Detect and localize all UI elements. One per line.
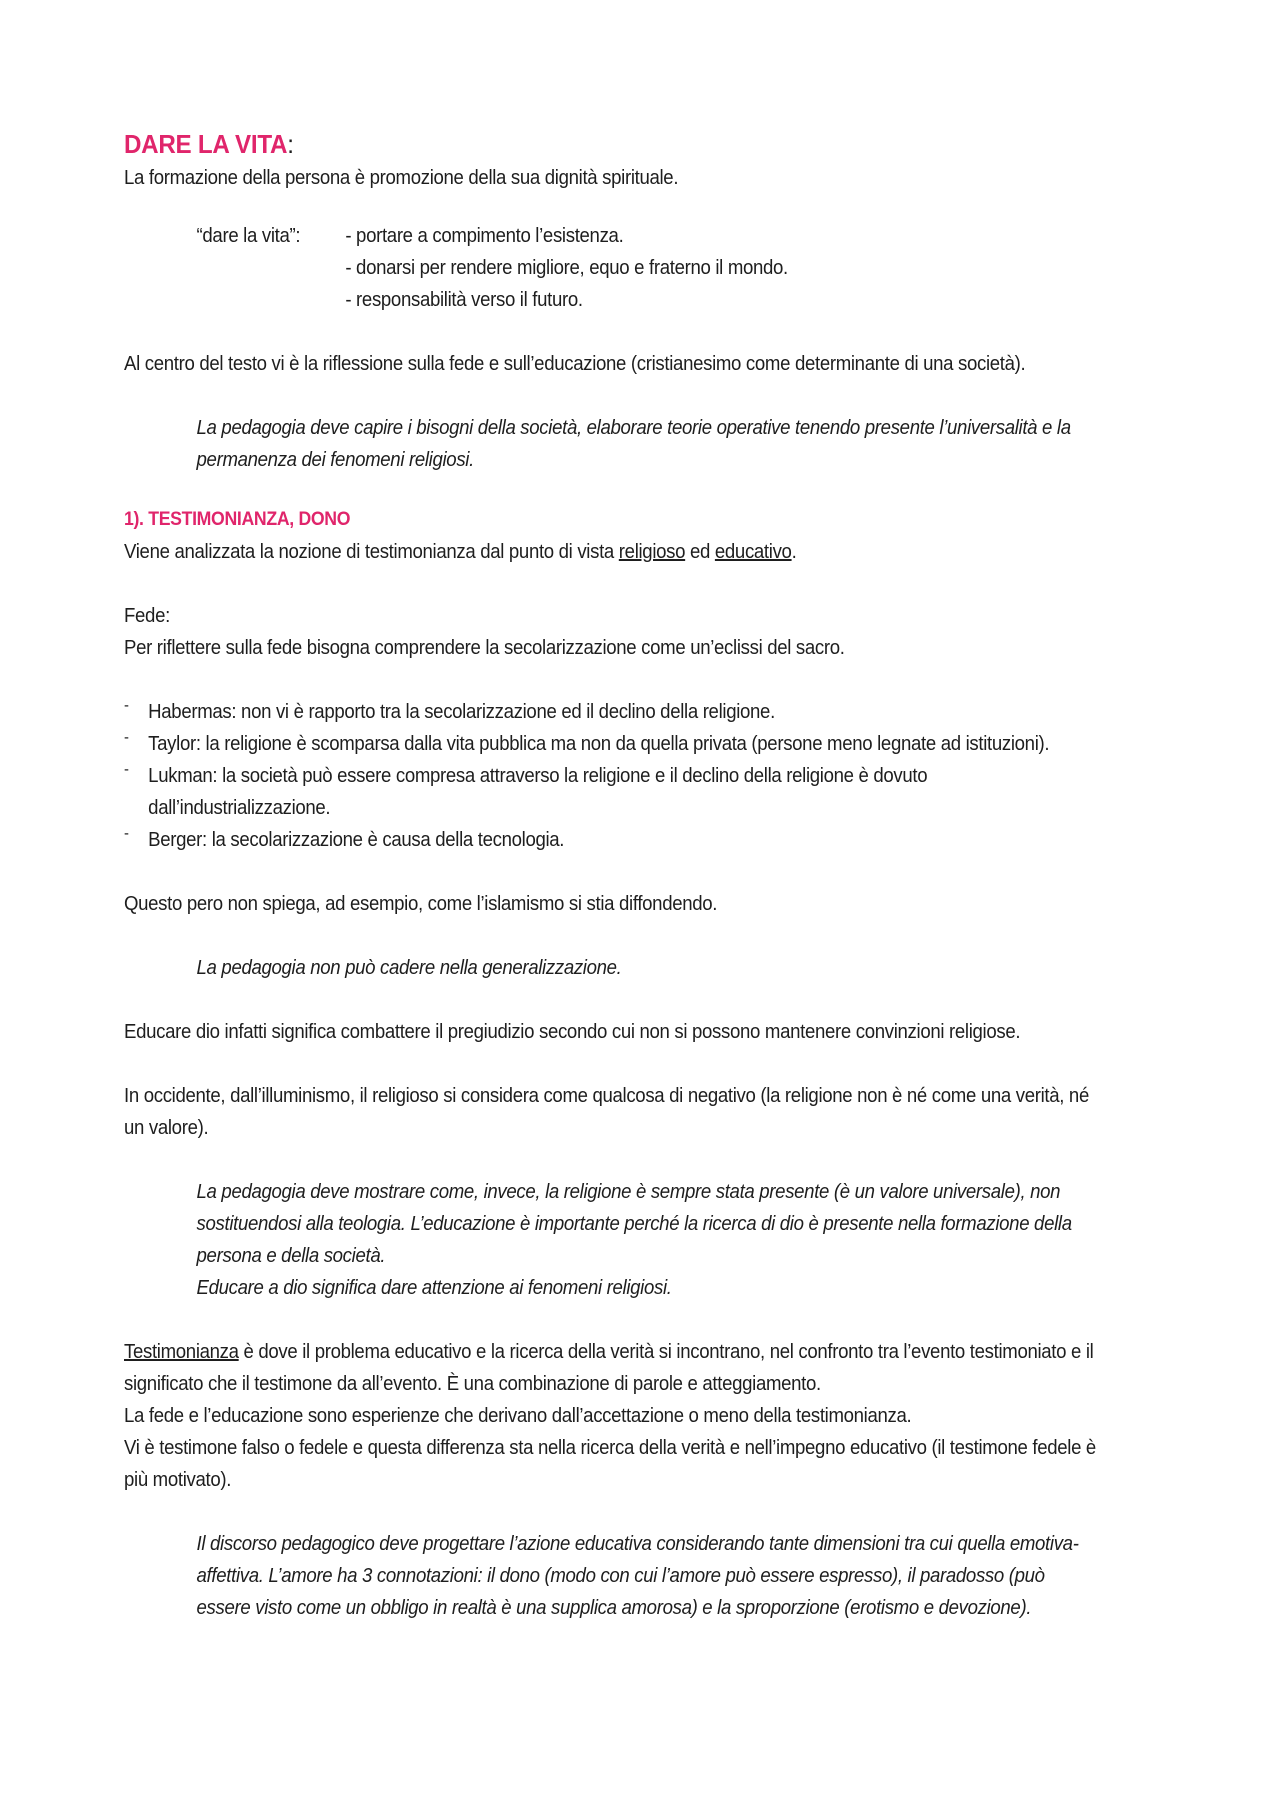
definition-item: - donarsi per rendere migliore, equo e fraterno il mondo. xyxy=(345,257,788,279)
list-item xyxy=(124,760,1110,824)
title-line xyxy=(124,126,1110,162)
dash-bullet: - xyxy=(124,697,129,714)
testimonianza-fede: La fede e l’educazione sono esperienze che derivano dall’accettazione o meno della testimonianza. xyxy=(124,1405,912,1427)
center-text: Al centro del testo vi è la riflessione sulla fede e sull’educazione (cristianesimo come determinante di una società). xyxy=(124,353,1026,375)
quote-universality: La pedagogia deve capire i bisogni della società, elaborare teorie operative tenendo presente l’universalità e la permanenza dei fenomeni religiosi. xyxy=(196,417,1071,471)
quote-amore: Il discorso pedagogico deve progettare l’azione educativa considerando tante dimensioni tra cui quella emotiva-affettiva. L’amore ha 3 connotazioni: il dono (modo con cui l’amore può essere espresso), il paradosso (può essere visto come un obbligo in realtà è una supplica amorosa) e la sproporzione (erotismo e devozione). xyxy=(196,1533,1079,1619)
dash-bullet: - xyxy=(124,825,129,842)
list-item xyxy=(124,728,1110,760)
section-heading-testimonianza: 1). TESTIMONIANZA, DONO xyxy=(124,509,351,530)
definition-item: - responsabilità verso il futuro. xyxy=(345,289,583,311)
definition-term: “dare la vita”: xyxy=(196,225,301,247)
quote-religion-universal xyxy=(197,1176,1090,1304)
islam-text: Questo pero non spiega, ad esempio, come l’islamismo si stia diffondendo. xyxy=(124,893,718,915)
document-page xyxy=(124,126,1110,1624)
fede-text: Per riflettere sulla fede bisogna comprendere la secolarizzazione come un’eclissi del sacro. xyxy=(124,637,845,659)
theorists-list xyxy=(124,696,1110,856)
testimonianza-testimone: Vi è testimone falso o fedele e questa differenza sta nella ricerca della verità e nell’impegno educativo (il testimone fedele è più motivato). xyxy=(124,1437,1096,1491)
list-item-text: Habermas: non vi è rapporto tra la secolarizzazione ed il declino della religione. xyxy=(148,701,775,723)
lead-underline-educativo: educativo xyxy=(714,541,792,563)
list-item-text: Taylor: la religione è scomparsa dalla vita pubblica ma non da quella privata (persone meno legnate ad istituzioni). xyxy=(148,733,1050,755)
lead-text: ed xyxy=(685,541,715,563)
list-item xyxy=(124,824,1110,856)
definition-item: - portare a compimento l’esistenza. xyxy=(345,225,624,247)
list-item-text: Lukman: la società può essere compresa attraverso la religione e il declino della religione è dovuto dall’industrializzazione. xyxy=(148,765,928,819)
occidente-text: In occidente, dall’illuminismo, il religioso si considera come qualcosa di negativo (la religione non è né come una verità, né un valore). xyxy=(124,1085,1089,1139)
testimonianza-term: Testimonianza xyxy=(124,1341,239,1363)
section-lead xyxy=(124,536,1110,568)
quote-paragraph: La pedagogia deve mostrare come, invece, la religione è sempre stata presente (è un valore universale), non sostituendosi alla teologia. L’educazione è importante perché la ricerca di dio è presente nella formazione della persona e della società. xyxy=(196,1181,1072,1267)
definition-block xyxy=(197,220,1110,316)
testimonianza-text: è dove il problema educativo e la ricerca della verità si incontrano, nel confronto tra l’evento testimoniato e il significato che il testimone da all’evento. È una combinazione di parole e atteggiamento. xyxy=(124,1341,1094,1395)
dash-bullet: - xyxy=(124,729,129,746)
page-title: DARE LA VITA xyxy=(124,129,288,159)
quote-paragraph: Educare a dio significa dare attenzione ai fenomeni religiosi. xyxy=(196,1277,672,1299)
title-colon: : xyxy=(287,129,294,159)
dash-bullet: - xyxy=(124,761,129,778)
definition-items xyxy=(345,220,788,316)
quote-generalization: La pedagogia non può cadere nella generalizzazione. xyxy=(196,957,622,979)
intro-text: La formazione della persona è promozione della sua dignità spirituale. xyxy=(124,167,679,189)
testimonianza-definition xyxy=(124,1336,1110,1400)
lead-text: Viene analizzata la nozione di testimonianza dal punto di vista xyxy=(124,541,619,563)
list-item xyxy=(124,696,1110,728)
fede-label: Fede: xyxy=(124,605,170,627)
lead-text: . xyxy=(791,541,797,563)
educare-text: Educare dio infatti significa combattere il pregiudizio secondo cui non si possono mantenere convinzioni religiose. xyxy=(124,1021,1021,1043)
list-item-text: Berger: la secolarizzazione è causa della tecnologia. xyxy=(148,829,565,851)
lead-underline-religioso: religioso xyxy=(618,541,686,563)
